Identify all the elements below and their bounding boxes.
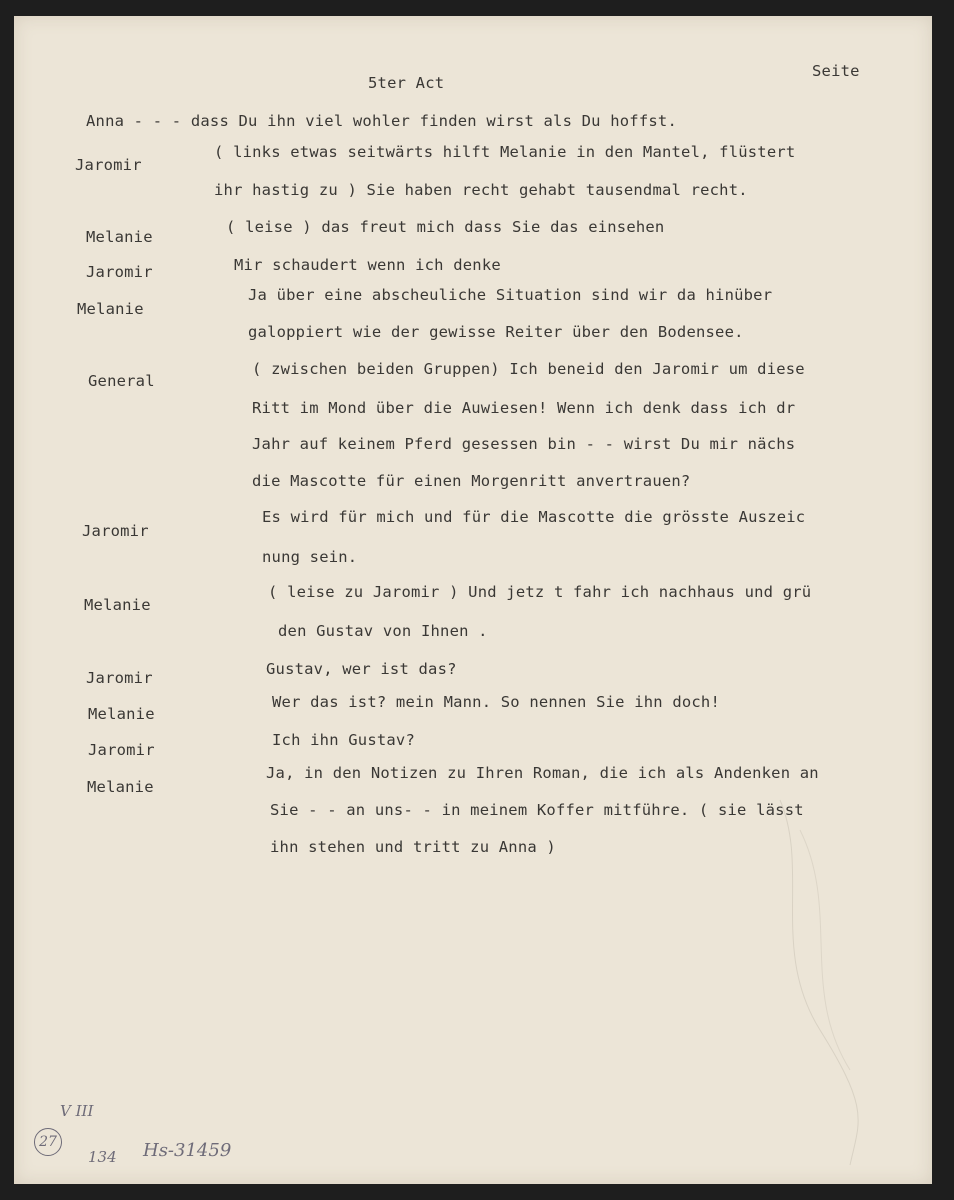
dialogue-line: ( leise ) das freut mich dass Sie das einsehen (226, 218, 665, 236)
speaker-name: Jaromir (86, 263, 153, 281)
dialogue-line: ( zwischen beiden Gruppen) Ich beneid den Jaromir um diese (252, 360, 805, 378)
speaker-name: Jaromir (75, 156, 142, 174)
page-label: Seite (812, 62, 860, 80)
dialogue-line: ihr hastig zu ) Sie haben recht gehabt tausendmal recht. (214, 181, 748, 199)
act-heading: 5ter Act (368, 74, 445, 92)
dialogue-line: Ritt im Mond über die Auwiesen! Wenn ich denk dass ich dr (252, 399, 796, 417)
speaker-name: Melanie (86, 228, 153, 246)
dialogue-line: Ich ihn Gustav? (272, 731, 415, 749)
dialogue-line: Es wird für mich und für die Mascotte die grösste Auszeic (262, 508, 806, 526)
dialogue-line: Ja, in den Notizen zu Ihren Roman, die ich als Andenken an (266, 764, 819, 782)
speaker-name: Melanie (77, 300, 144, 318)
circled-number-note: 27 (34, 1128, 62, 1156)
shelfmark-note: Hs-31459 (143, 1140, 232, 1161)
speaker-name: Jaromir (82, 522, 149, 540)
dialogue-line: Ja über eine abscheuliche Situation sind wir da hinüber (248, 286, 773, 304)
dialogue-line: galoppiert wie der gewisse Reiter über den Bodensee. (248, 323, 744, 341)
speaker-name: Melanie (88, 705, 155, 723)
dialogue-line: Anna - - - dass Du ihn viel wohler finden wirst als Du hoffst. (86, 112, 677, 130)
dialogue-line: Jahr auf keinem Pferd gesessen bin - - wirst Du mir nächs (252, 435, 796, 453)
folio-number-note: 134 (88, 1148, 117, 1166)
speaker-name: Melanie (87, 778, 154, 796)
dialogue-line: Mir schaudert wenn ich denke (234, 256, 501, 274)
speaker-name: Jaromir (88, 741, 155, 759)
dialogue-line: ( leise zu Jaromir ) Und jetz t fahr ich nachhaus und grü (268, 583, 812, 601)
dialogue-line: Sie - - an uns- - in meinem Koffer mitführe. ( sie lässt (270, 801, 804, 819)
dialogue-line: ihn stehen und tritt zu Anna ) (270, 838, 556, 856)
dialogue-line: die Mascotte für einen Morgenritt anvertrauen? (252, 472, 691, 490)
dialogue-line: Wer das ist? mein Mann. So nennen Sie ihn doch! (272, 693, 720, 711)
speaker-name: Melanie (84, 596, 151, 614)
dialogue-line: Gustav, wer ist das? (266, 660, 457, 678)
speaker-name: Jaromir (86, 669, 153, 687)
dialogue-line: nung sein. (262, 548, 358, 566)
roman-numeral-note: V III (60, 1102, 94, 1120)
dialogue-line: ( links etwas seitwärts hilft Melanie in den Mantel, flüstert (214, 143, 796, 161)
speaker-name: General (88, 372, 155, 390)
dialogue-line: den Gustav von Ihnen . (278, 622, 488, 640)
